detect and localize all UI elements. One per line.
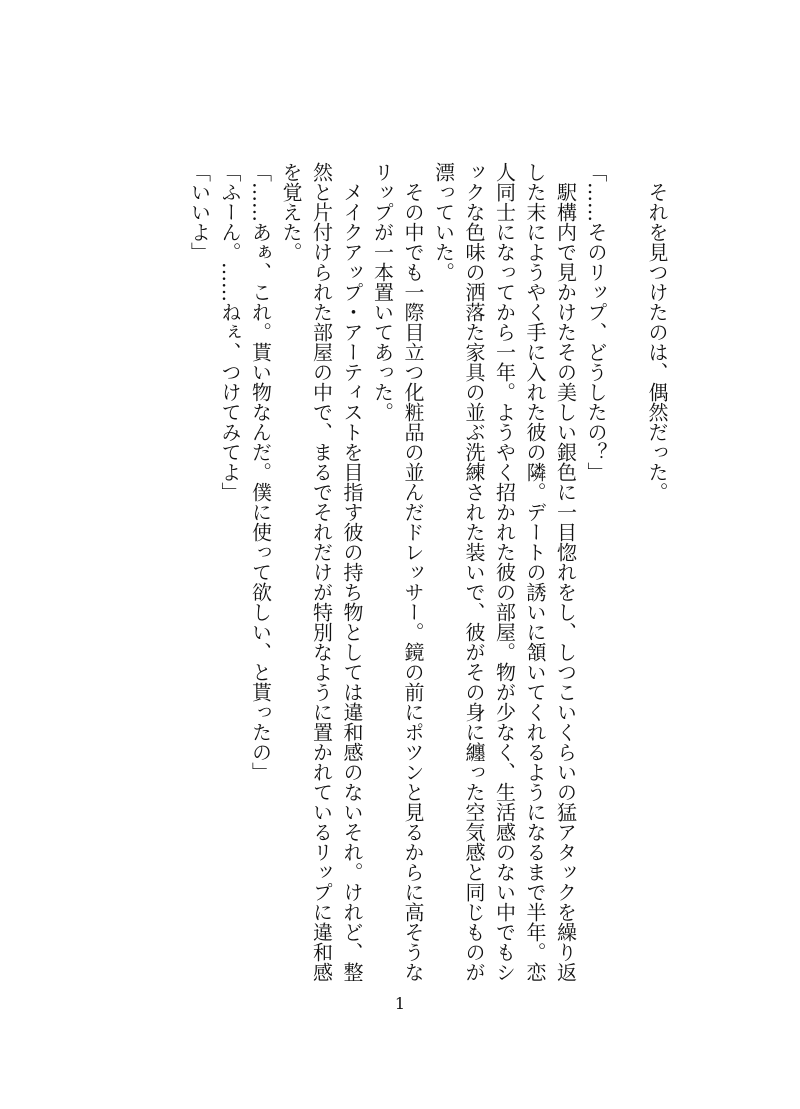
paragraph: メイクアップ・アーティストを目指す彼の持ち物としては違和感のないそれ。けれど、整然と片付けられた部屋の中で、まるでそれだけが特別なように置かれているリップに違和感を覚えた。 bbox=[279, 162, 364, 982]
vertical-text-body bbox=[184, 162, 672, 992]
paragraph: 「……そのリップ、どうしたの？」 bbox=[584, 162, 608, 482]
paragraph: 「いいよ」 bbox=[187, 162, 212, 262]
paragraph: 「ふーん。……ねぇ、つけてみてよ」 bbox=[218, 162, 242, 502]
blank-line bbox=[611, 162, 642, 992]
paragraph: 駅構内で見かけたその美しい銀色に一目惚れをし、しつこいくらいの猛アタックを繰り返した末にようやく手に入れた彼の隣。デートの誘いに頷いてくれるようになるまで半年。恋人同士になってから一年。ようやく招かれた彼の部屋。物が少なく、生活感のない中でもシックな色味の洒落た家具の並ぶ洗練された装いで、彼がその身に纏った空気感と同じものが漂っていた。 bbox=[431, 162, 578, 982]
page-number: 1 bbox=[394, 994, 406, 1013]
paragraph: 「……あぁ、これ。貰い物なんだ。僕に使って欲しい、と貰ったの」 bbox=[248, 162, 273, 782]
paragraph: それを見つけたのは、偶然だった。 bbox=[645, 162, 669, 502]
paragraph: その中でも一際目立つ化粧品の並んだドレッサー。鏡の前にポツンと見るからに高そうなリップが一本置いてあった。 bbox=[370, 162, 425, 982]
